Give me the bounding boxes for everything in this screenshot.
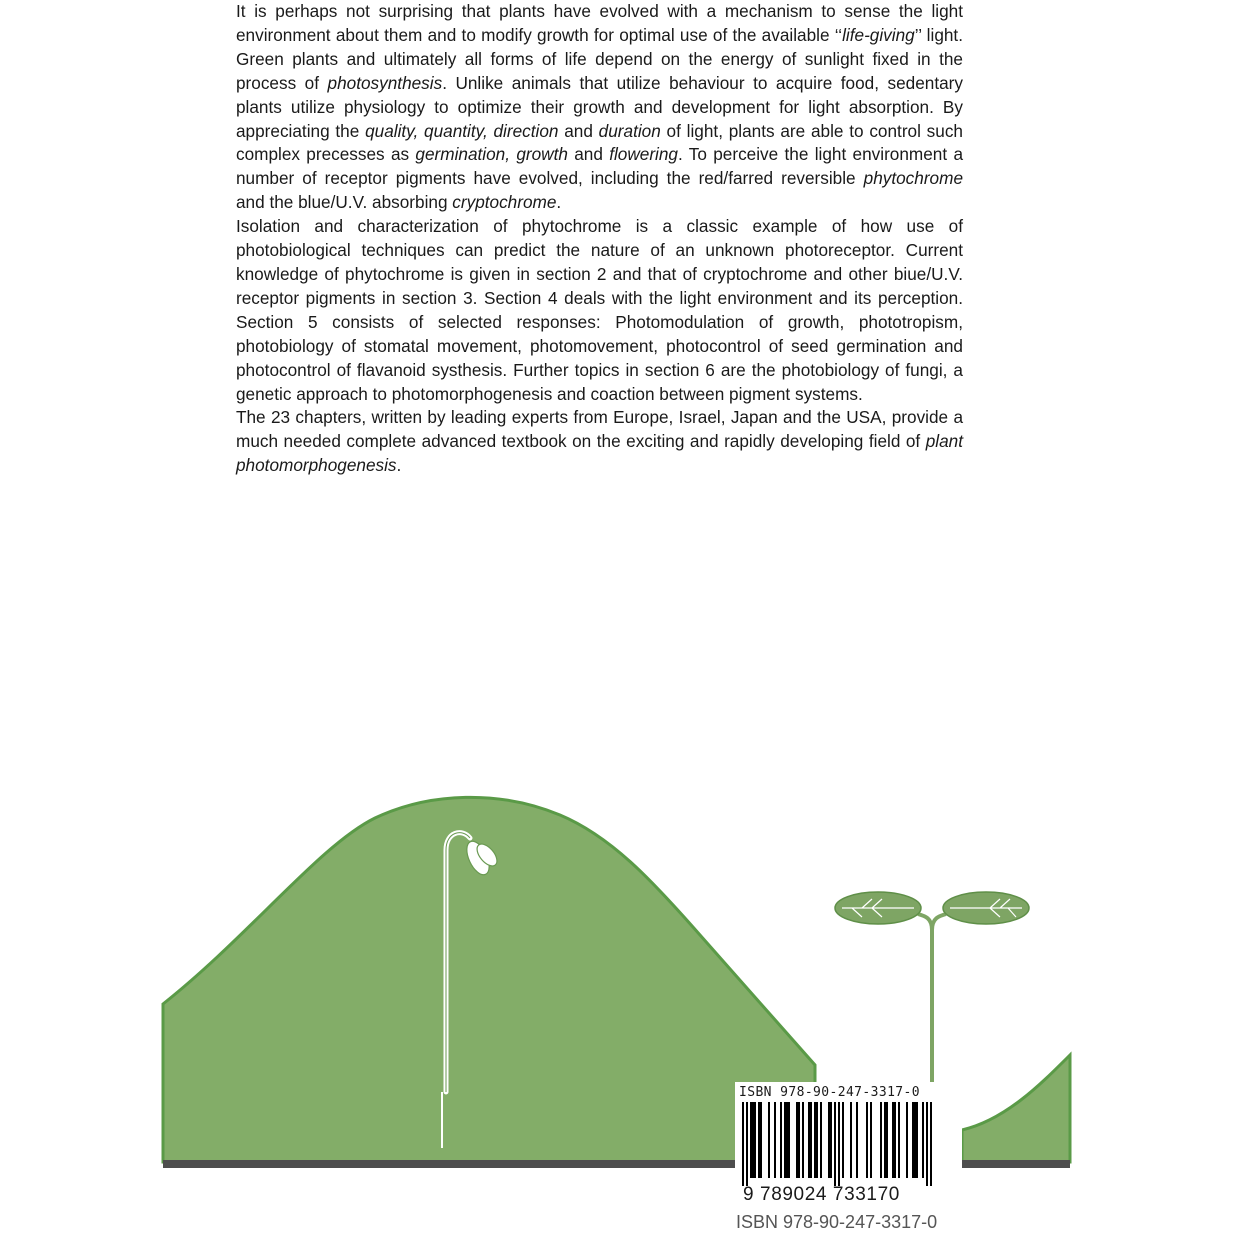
barcode-bar xyxy=(742,1102,744,1186)
barcode-bar xyxy=(786,1102,788,1178)
barcode-bar xyxy=(828,1102,830,1178)
barcode-bar xyxy=(758,1102,760,1178)
barcode-bar xyxy=(814,1102,816,1178)
barcode-bar xyxy=(870,1102,872,1178)
barcode-bar xyxy=(750,1102,752,1178)
isbn-bottom-label: ISBN 978-90-247-3317-0 xyxy=(736,1212,938,1232)
barcode-bars xyxy=(742,1102,932,1186)
barcode-bar xyxy=(912,1102,914,1178)
barcode-bar xyxy=(798,1102,800,1178)
barcode-bar xyxy=(916,1102,918,1178)
barcode-bar xyxy=(884,1102,886,1178)
barcode-bar xyxy=(802,1102,804,1178)
barcode-bar xyxy=(898,1102,900,1178)
barcode-bar xyxy=(820,1102,822,1178)
barcode-bar xyxy=(774,1102,776,1178)
barcode-bar xyxy=(746,1102,748,1186)
barcode-bar xyxy=(842,1102,844,1178)
barcode-bar xyxy=(816,1102,818,1178)
barcode-bar xyxy=(808,1102,810,1178)
barcode-bar xyxy=(914,1102,916,1178)
barcode-bar xyxy=(768,1102,770,1178)
barcode-bar xyxy=(886,1102,888,1178)
barcode-bar xyxy=(880,1102,882,1178)
barcode-bar xyxy=(810,1102,812,1178)
barcode-bar xyxy=(830,1102,832,1178)
blurb-paragraph-2: Isolation and characterization of phytochrome is a classic example of how use of photobiological techniques can predict the nature of an unknown photoreceptor. Current knowledge of phytochrome is given in section 2 and that of cryptochrome and other biue/U.V. receptor pigments in section 3. Section 4 deals with the light environment and its perception. Section 5 consists of selected responses: Photomodulation of growth, phototropism, photobiology of stomatal movement, photomovement, photocontrol of seed germination and photocontrol of flavanoid systhesis. Further topics in section 6 are the photobiology of fungi, a genetic approach to photomorphogenesis and coaction between pigment systems. xyxy=(236,216,963,404)
small-hill-shape xyxy=(962,1055,1070,1162)
blurb-paragraph-1: It is perhaps not surprising that plants have evolved with a mechanism to sense the light environment about them and to modify growth for optimal use of the available ‘‘life-giving’’ light. Green plants and ultimately all forms of life depend on the energy of sunlight fixed in the process of photosynthesis. Unlike animals that utilize behaviour to acquire food, sedentary plants utilize physiology to optimize their growth and development for light absorption. By appreciating the quality, quantity, direction and duration of light, plants are able to control such complex precesses as germination, growth and flowering. To perceive the light environment a number of receptor pigments have evolved, including the red/farred reversible phytochrome and the blue/U.V. absorbing cryptochrome. xyxy=(236,1,963,213)
barcode-bar xyxy=(866,1102,868,1178)
barcode-bar xyxy=(784,1102,786,1178)
barcode-bar xyxy=(894,1102,896,1178)
barcode-bar xyxy=(906,1102,908,1178)
barcode-bar xyxy=(838,1102,840,1186)
barcode-bar xyxy=(856,1102,858,1178)
barcode-bar xyxy=(930,1102,932,1186)
barcode-bar xyxy=(850,1102,852,1178)
isbn-top-label: ISBN 978-90-247-3317-0 xyxy=(739,1085,920,1100)
blurb-paragraph-3: The 23 chapters, written by leading experts from Europe, Israel, Japan and the USA, provide a much needed complete advanced textbook on the exciting and rapidly developing field of plant photomorphogenesis. xyxy=(236,407,963,476)
barcode-bar xyxy=(760,1102,762,1178)
barcode-bar xyxy=(892,1102,894,1178)
back-cover-blurb xyxy=(236,0,963,478)
barcode-bar xyxy=(754,1102,756,1178)
barcode-bar xyxy=(796,1102,798,1178)
barcode-bar xyxy=(834,1102,836,1186)
barcode-bar xyxy=(752,1102,754,1178)
barcode-bar xyxy=(780,1102,782,1178)
green-seedling-icon xyxy=(835,892,1029,1095)
barcode-bar xyxy=(788,1102,790,1178)
barcode-bar xyxy=(926,1102,928,1186)
barcode-bar xyxy=(922,1102,924,1178)
barcode-digits: 9 789024 733170 xyxy=(743,1184,900,1205)
